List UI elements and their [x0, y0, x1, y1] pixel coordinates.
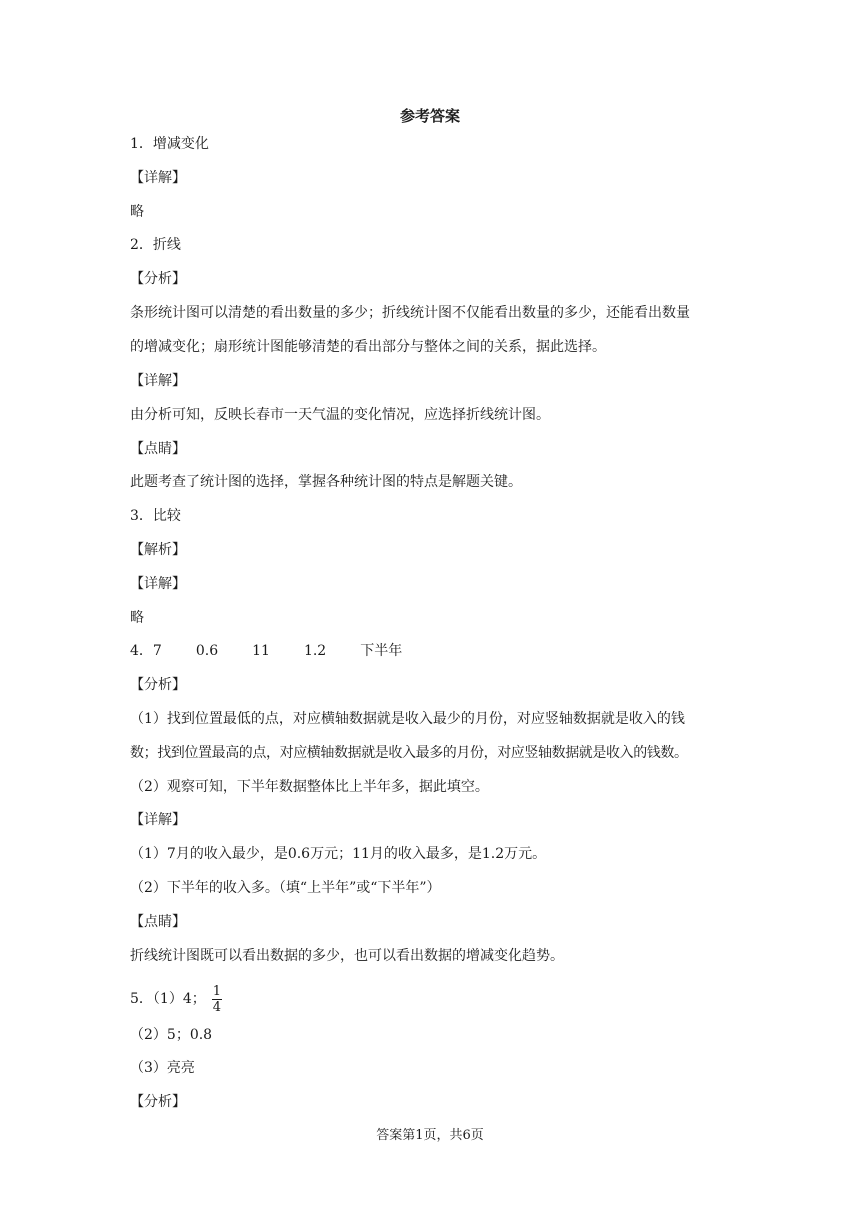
q1-detail: 略	[130, 204, 144, 220]
q5-line-2: （2）5；0.8	[130, 1027, 213, 1043]
q5-head	[130, 983, 740, 1015]
fraction	[212, 984, 222, 1015]
q4-comment-label: 【点睛】	[130, 914, 186, 930]
q1-head: 1．增减变化	[130, 136, 209, 152]
page-footer: 答案第1页，共6页	[376, 1128, 484, 1143]
q2-head: 2．折线	[130, 237, 181, 253]
q4-number: 4．	[130, 643, 153, 659]
q2-comment-label: 【点睛】	[130, 441, 186, 457]
fraction-numerator: 1	[212, 983, 222, 999]
q4-answer-3: 11	[252, 643, 270, 659]
q4-analysis-line: （1）找到位置最低的点，对应横轴数据就是收入最少的月份，对应竖轴数据就是收入的钱	[130, 711, 685, 727]
q4-detail-label: 【详解】	[130, 812, 186, 828]
q3-detail: 略	[130, 610, 144, 626]
q5-line-3: （3）亮亮	[130, 1060, 195, 1076]
q4-analysis-line: （2）观察可知，下半年数据整体比上半年多，据此填空。	[130, 779, 489, 795]
q5-analysis-label: 【分析】	[130, 1094, 186, 1110]
q3-parse-label: 【解析】	[130, 542, 186, 558]
q3-detail-label: 【详解】	[130, 576, 186, 592]
q4-answer-2: 0.6	[195, 643, 219, 659]
fraction-denominator: 4	[212, 999, 222, 1015]
q2-comment: 此题考查了统计图的选择，掌握各种统计图的特点是解题关键。	[130, 474, 522, 490]
q4-analysis-label: 【分析】	[130, 677, 186, 693]
q1-detail-label: 【详解】	[130, 170, 186, 186]
q5-head-text: 5．（1）4；	[130, 991, 206, 1007]
page-title: 参考答案	[399, 107, 460, 125]
q4-answers	[130, 641, 740, 661]
q2-analysis-label: 【分析】	[130, 271, 186, 287]
q3-head: 3．比较	[130, 508, 181, 524]
q4-answer-5: 下半年	[360, 643, 403, 659]
q4-answer-1: 7	[152, 643, 162, 659]
q4-answer-4: 1.2	[303, 643, 327, 659]
q2-detail-label: 【详解】	[130, 373, 186, 389]
q2-analysis-line: 的增减变化；扇形统计图能够清楚的看出部分与整体之间的关系，据此选择。	[130, 339, 606, 355]
q2-analysis-line: 条形统计图可以清楚的看出数量的多少；折线统计图不仅能看出数量的多少，还能看出数量	[130, 305, 690, 321]
q4-comment: 折线统计图既可以看出数据的多少，也可以看出数据的增减变化趋势。	[130, 948, 564, 964]
q4-analysis-line: 数；找到位置最高的点，对应横轴数据就是收入最多的月份，对应竖轴数据就是收入的钱数。	[130, 745, 688, 761]
q4-detail-line: （2）下半年的收入多。（填“上半年”或“下半年”）	[130, 880, 441, 896]
q4-detail-line: （1）7月的收入最少，是0.6万元；11月的收入最多，是1.2万元。	[130, 846, 547, 862]
q2-detail: 由分析可知，反映长春市一天气温的变化情况，应选择折线统计图。	[130, 407, 550, 423]
